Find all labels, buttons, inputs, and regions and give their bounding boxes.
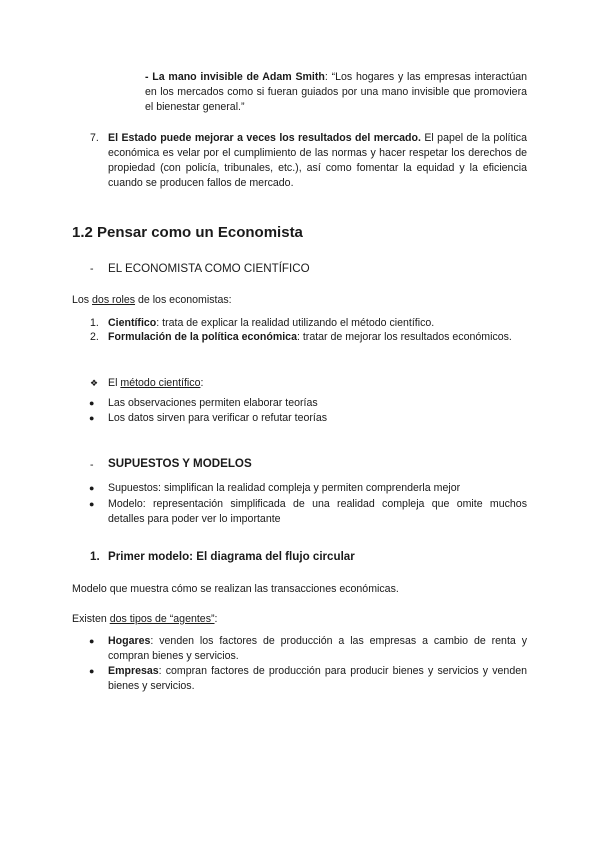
bullet-icon: ● [89, 483, 95, 493]
models-point-2: Modelo: representación simplificada de una realidad compleja que omite muchos detalles para poder ver lo importante [108, 498, 527, 525]
agent-households [108, 634, 527, 664]
roles-intro [72, 293, 232, 308]
scientist-heading: EL ECONOMISTA COMO CIENTÍFICO [108, 262, 310, 275]
scientist-dash: - [90, 263, 94, 275]
agents-underlined: dos tipos de “agentes” [109, 613, 215, 625]
agent-households-text: : venden los factores de producción a las empresas a cambio de renta y compran bienes y servicios. [108, 635, 527, 662]
role-1-number: 1. [90, 317, 99, 329]
method-point-2: Los datos sirven para verificar o refutar teorías [108, 412, 328, 424]
method-suffix: : [200, 377, 204, 389]
principle-7-number: 7. [90, 132, 99, 144]
agents-intro [72, 612, 217, 627]
role-1 [108, 316, 527, 331]
agent-households-term: Hogares [108, 635, 151, 647]
bullet-icon: ● [89, 666, 95, 676]
agent-firms-text: : compran factores de producción para producir bienes y servicios y venden bienes y servicios. [108, 665, 527, 692]
principle-7 [108, 131, 527, 191]
method-prefix: El [108, 377, 121, 389]
invisible-hand-text: : “Los hogares y las empresas interactúan en los mercados como si fueran guiados por una mano invisible que promoviera el bienestar general.” [145, 71, 528, 113]
method-point-1: Las observaciones permiten elaborar teorías [108, 397, 318, 409]
invisible-hand-term: - La mano invisible de Adam Smith [145, 71, 325, 83]
method-underlined: método científico [120, 377, 201, 389]
bullet-icon: ● [89, 499, 95, 509]
circular-flow-heading: Primer modelo: El diagrama del flujo circular [108, 550, 355, 563]
method-heading [108, 376, 203, 391]
agent-firms-term: Empresas [108, 665, 159, 677]
bullet-icon: ● [89, 398, 95, 408]
roles-underlined: dos roles [92, 294, 136, 306]
roles-suffix: de los economistas: [135, 294, 232, 306]
role-2-term: Formulación de la política económica [108, 331, 297, 343]
bullet-icon: ● [89, 636, 95, 646]
agent-firms [108, 664, 527, 694]
agents-prefix: Existen [72, 613, 110, 625]
section-title: 1.2 Pensar como un Economista [72, 224, 303, 241]
invisible-hand-quote [145, 70, 527, 115]
models-heading: SUPUESTOS Y MODELOS [108, 457, 252, 470]
role-1-text: : trata de explicar la realidad utilizando el método científico. [156, 317, 435, 329]
role-2 [108, 330, 527, 345]
models-dash: - [90, 459, 94, 471]
bullet-icon: ● [89, 413, 95, 423]
models-point-1: Supuestos: simplifican la realidad compleja y permiten comprenderla mejor [108, 482, 461, 494]
circular-flow-description: Modelo que muestra cómo se realizan las transacciones económicas. [72, 583, 399, 595]
roles-prefix: Los [72, 294, 93, 306]
role-2-text: : tratar de mejorar los resultados económicos. [296, 331, 512, 343]
principle-7-title: El Estado puede mejorar a veces los resultados del mercado. [108, 132, 421, 144]
diamond-bullet-icon: ❖ [90, 378, 99, 388]
agents-suffix: : [214, 613, 218, 625]
circular-flow-number: 1. [90, 550, 100, 563]
role-2-number: 2. [90, 331, 99, 343]
role-1-term: Científico [108, 317, 157, 329]
principle-7-text: El papel de la política económica es velar por el cumplimiento de las normas y hacer respetar los derechos de propiedad (con policía, tribunales, etc.), así como fomentar la equidad y la eficiencia cuando se producen fallos de mercado. [108, 132, 527, 189]
